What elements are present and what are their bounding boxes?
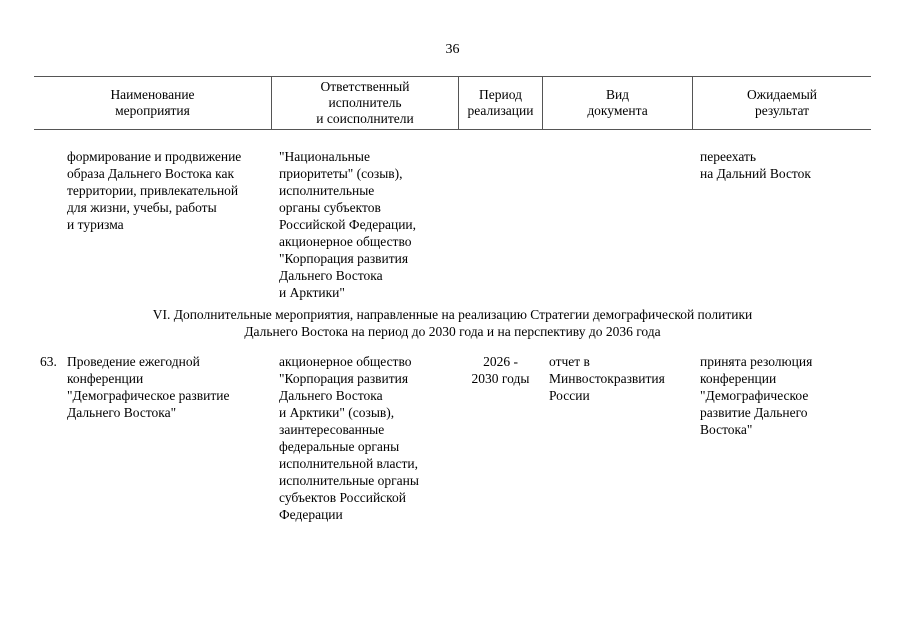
row-name: Проведение ежегодной конференции "Демографическое развитие Дальнего Востока"	[67, 354, 230, 420]
page-number: 36	[445, 42, 460, 57]
row-result: переехать на Дальний Восток	[700, 149, 811, 181]
section-title: VI. Дополнительные мероприятия, направленные на реализацию Стратегии демографической политики Дальнего Востока на период до 2030 года и на перспективу до 2036 года	[152, 307, 753, 339]
row-responsible: акционерное общество "Корпорация развития Дальнего Востока и Арктики" (созыв), заинтересованные федеральные органы исполнительной власти, исполнительные органы субъектов Российской Федерации	[279, 354, 419, 522]
header-bottom-rule	[34, 129, 871, 130]
header-name: Наименование мероприятия	[110, 86, 195, 118]
header-result: Ожидаемый результат	[747, 86, 817, 118]
header-document: Вид документа	[587, 86, 648, 118]
row-name: формирование и продвижение образа Дальнего Востока как территории, привлекательной для жизни, учебы, работы и туризма	[67, 149, 242, 232]
row-responsible: "Национальные приоритеты" (созыв), исполнительные органы субъектов Российской Федерации, акционерное общество "Корпорация развития Дальнего Востока и Арктики"	[279, 149, 417, 300]
row-result: принята резолюция конференции "Демографическое развитие Дальнего Востока"	[700, 354, 813, 437]
row-period: 2026 - 2030 годы	[471, 354, 530, 386]
row-number: 63.	[40, 354, 57, 369]
header-period: Период реализации	[467, 86, 534, 118]
header-responsible: Ответственный исполнитель и соисполнители	[316, 78, 414, 126]
row-document: отчет в Минвостокразвития России	[549, 354, 665, 403]
